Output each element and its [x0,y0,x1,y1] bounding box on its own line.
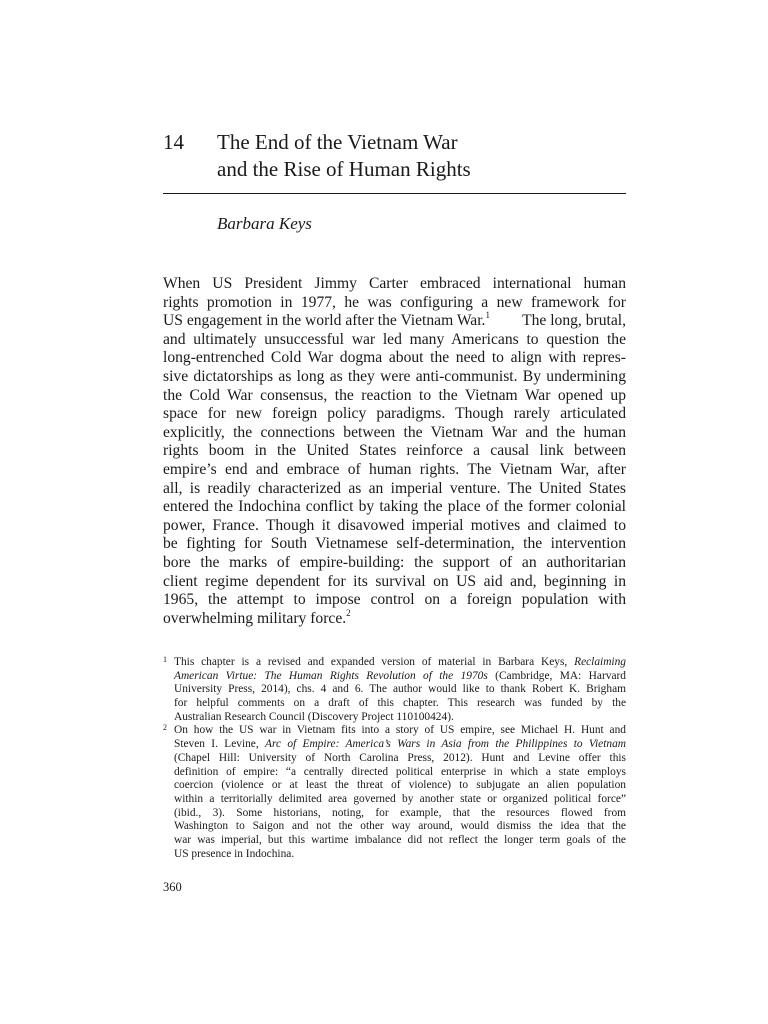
footnote-line: Washington to Saigon and not the other way around, would dismiss the idea that the [174,820,626,833]
footnote-line [174,670,626,684]
footnote-italic: Reclaiming [574,656,626,668]
footnote-line [174,656,626,670]
footnote-2 [163,724,626,861]
footnote-line: for helpful comments on a draft of this chapter. This research was funded by the [174,697,626,710]
body-line: rights promotion in 1977, he was configuring a new framework for [163,293,626,311]
note-ref[interactable]: 2 [346,607,351,618]
page-number: 360 [163,880,182,894]
title-rule [163,193,626,194]
footnote-line: coercion (violence or at least the threat of violence) to subjugate an alien population [174,779,626,792]
footnote-line: Australian Research Council (Discovery Project 110100424). [174,710,454,723]
body-line: explicitly, the connections between the Vietnam War and the human [163,423,626,441]
body-line-tail: The long, brutal, [522,312,626,330]
footnote-1 [163,656,626,724]
footnotes [163,656,626,861]
footnote-italic: American Virtue: The Human Rights Revolution of the 1970s [174,669,488,682]
chapter-author: Barbara Keys [217,214,312,233]
body-line [163,607,626,629]
footnote-line: war was imperial, but this wartime imbalance did not reflect the longer term goals of the [174,833,626,846]
body-line: power, France. Though it disavowed imperial motives and claimed to [163,516,626,534]
body-line: When US President Jimmy Carter embraced international human [163,275,626,292]
chapter-title-line: and the Rise of Human Rights [217,157,471,181]
footnote-line: University Press, 2014), chs. 4 and 6. The author would like to thank Robert K. Brigham [174,683,626,696]
footnote-line: within a territorially delimited area governed by another state or organized political force” [174,792,626,805]
body-line: client regime dependent for its survival on US aid and, beginning in [163,572,626,590]
chapter-title-line: The End of the Vietnam War [217,130,458,154]
body-line: 1965, the attempt to impose control on a foreign population with [163,591,626,609]
footnote-italic: Arc of Empire: America’s Wars in Asia from the Philippines to Vietnam [265,738,626,751]
body-line: be fighting for South Vietnamese self-determination, the intervention [163,535,626,553]
note-ref[interactable]: 1 [485,310,490,320]
footnote-line: (ibid., 3). Some historians, noting, for example, that the resources flowed from [174,806,626,819]
body-line: and ultimately unsuccessful war led many Americans to question the [163,330,626,348]
footnote-line: US presence in Indochina. [174,847,295,860]
footnote-line [174,738,626,752]
chapter-number: 14 [163,130,184,154]
body-line-text: overwhelming military force. [163,609,347,627]
body-line: empire’s end and embrace of human rights. The Vietnam War, after [163,460,626,478]
footnote-mark: 2 [163,723,167,733]
body-line: all, is readily characterized as an imperial venture. The United States [163,479,626,497]
body-line: sive dictatorships as long as they were anti-communist. By undermining [163,367,626,385]
footnote-text: (Cambridge, MA: Harvard [487,669,626,682]
body-line [163,312,626,331]
footnote-line: definition of empire: “a centrally directed political enterprise in which a state employs [174,765,626,778]
body-line: the Cold War consensus, the reaction to the Vietnam War opened up [163,386,626,404]
footnote-text: Steven I. Levine, [174,738,266,751]
body-line: bore the marks of empire-building: the support of an authoritarian [163,553,626,571]
body-line: rights boom in the United States reinforce a causal link between [163,442,626,460]
body-paragraph [163,275,626,628]
footnote-text: This chapter is a revised and expanded version of material in Barbara Keys, [174,656,575,668]
body-line: space for new foreign policy paradigms. Though rarely articulated [163,405,626,423]
footnote-line: (Chapel Hill: University of North Carolina Press, 2012). Hunt and Levine offer this [174,751,626,764]
chapter-title [217,129,627,183]
body-line: entered the Indochina conflict by taking the place of the former colonial [163,498,626,516]
body-line-text: US engagement in the world after the Vietnam War. [163,312,486,330]
footnote-mark: 1 [163,655,167,664]
footnote-line: On how the US war in Vietnam fits into a story of US empire, see Michael H. Hunt and [174,724,626,737]
body-line: long-entrenched Cold War dogma about the need to align with repres- [163,349,626,367]
